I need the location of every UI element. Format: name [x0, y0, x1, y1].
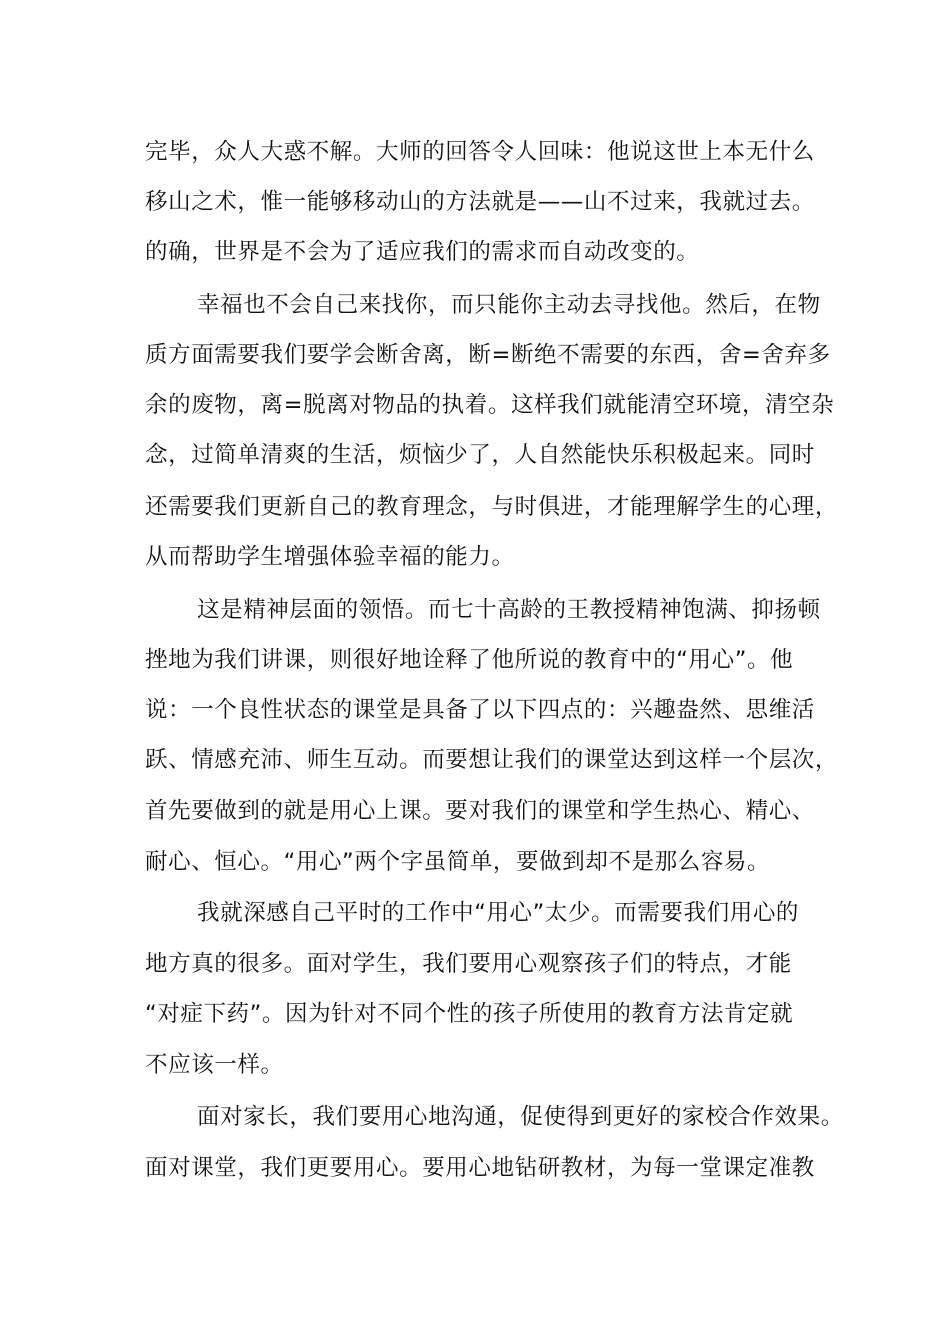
text-line: 挫地为我们讲课，则很好地诠释了他所说的教育中的“用心”。他	[145, 647, 794, 673]
text-line: 跃、情感充沛、师生互动。而要想让我们的课堂达到这样一个层次，	[145, 747, 839, 773]
text-line: 不应该一样。	[145, 1052, 284, 1078]
text-line: 面对家长，我们要用心地沟通，促使得到更好的家校合作效果。	[197, 1104, 844, 1130]
text-line: 余的废物，离=脱离对物品的执着。这样我们就能清空环境，清空杂	[145, 392, 835, 418]
text-line: 我就深感自己平时的工作中“用心”太少。而需要我们用心的	[197, 900, 800, 926]
text-line: 移山之术，惟一能够移动山的方法就是——山不过来，我就过去。	[145, 189, 815, 215]
text-line: 从而帮助学生增强体验幸福的能力。	[145, 544, 515, 570]
text-line: 完毕，众人大惑不解。大师的回答令人回味：他说这世上本无什么	[145, 139, 815, 165]
text-line: 说：一个良性状态的课堂是具备了以下四点的：兴趣盎然、思维活	[145, 697, 815, 723]
text-line: “对症下药”。因为针对不同个性的孩子所使用的教育方法肯定就	[145, 1001, 794, 1027]
text-line: 地方真的很多。面对学生，我们要用心观察孩子们的特点，才能	[145, 951, 792, 977]
text-line: 这是精神层面的领悟。而七十高龄的王教授精神饱满、抑扬顿	[197, 597, 821, 623]
text-line: 面对课堂，我们更要用心。要用心地钻研教材，为每一堂课定准教	[145, 1155, 815, 1181]
text-line: 幸福也不会自己来找你，而只能你主动去寻找他。然后，在物	[197, 292, 821, 318]
text-line: 还需要我们更新自己的教育理念，与时俱进，才能理解学生的心理，	[145, 494, 839, 520]
text-line: 质方面需要我们要学会断舍离，断=断绝不需要的东西，舍=舍弃多	[145, 342, 831, 368]
text-line: 念，过简单清爽的生活，烦恼少了，人自然能快乐积极起来。同时	[145, 442, 815, 468]
text-line: 耐心、恒心。“用心”两个字虽简单，要做到却不是那么容易。	[145, 849, 771, 875]
text-line: 的确，世界是不会为了适应我们的需求而自动改变的。	[145, 239, 700, 265]
text-line: 首先要做到的就是用心上课。要对我们的课堂和学生热心、精心、	[145, 798, 815, 824]
